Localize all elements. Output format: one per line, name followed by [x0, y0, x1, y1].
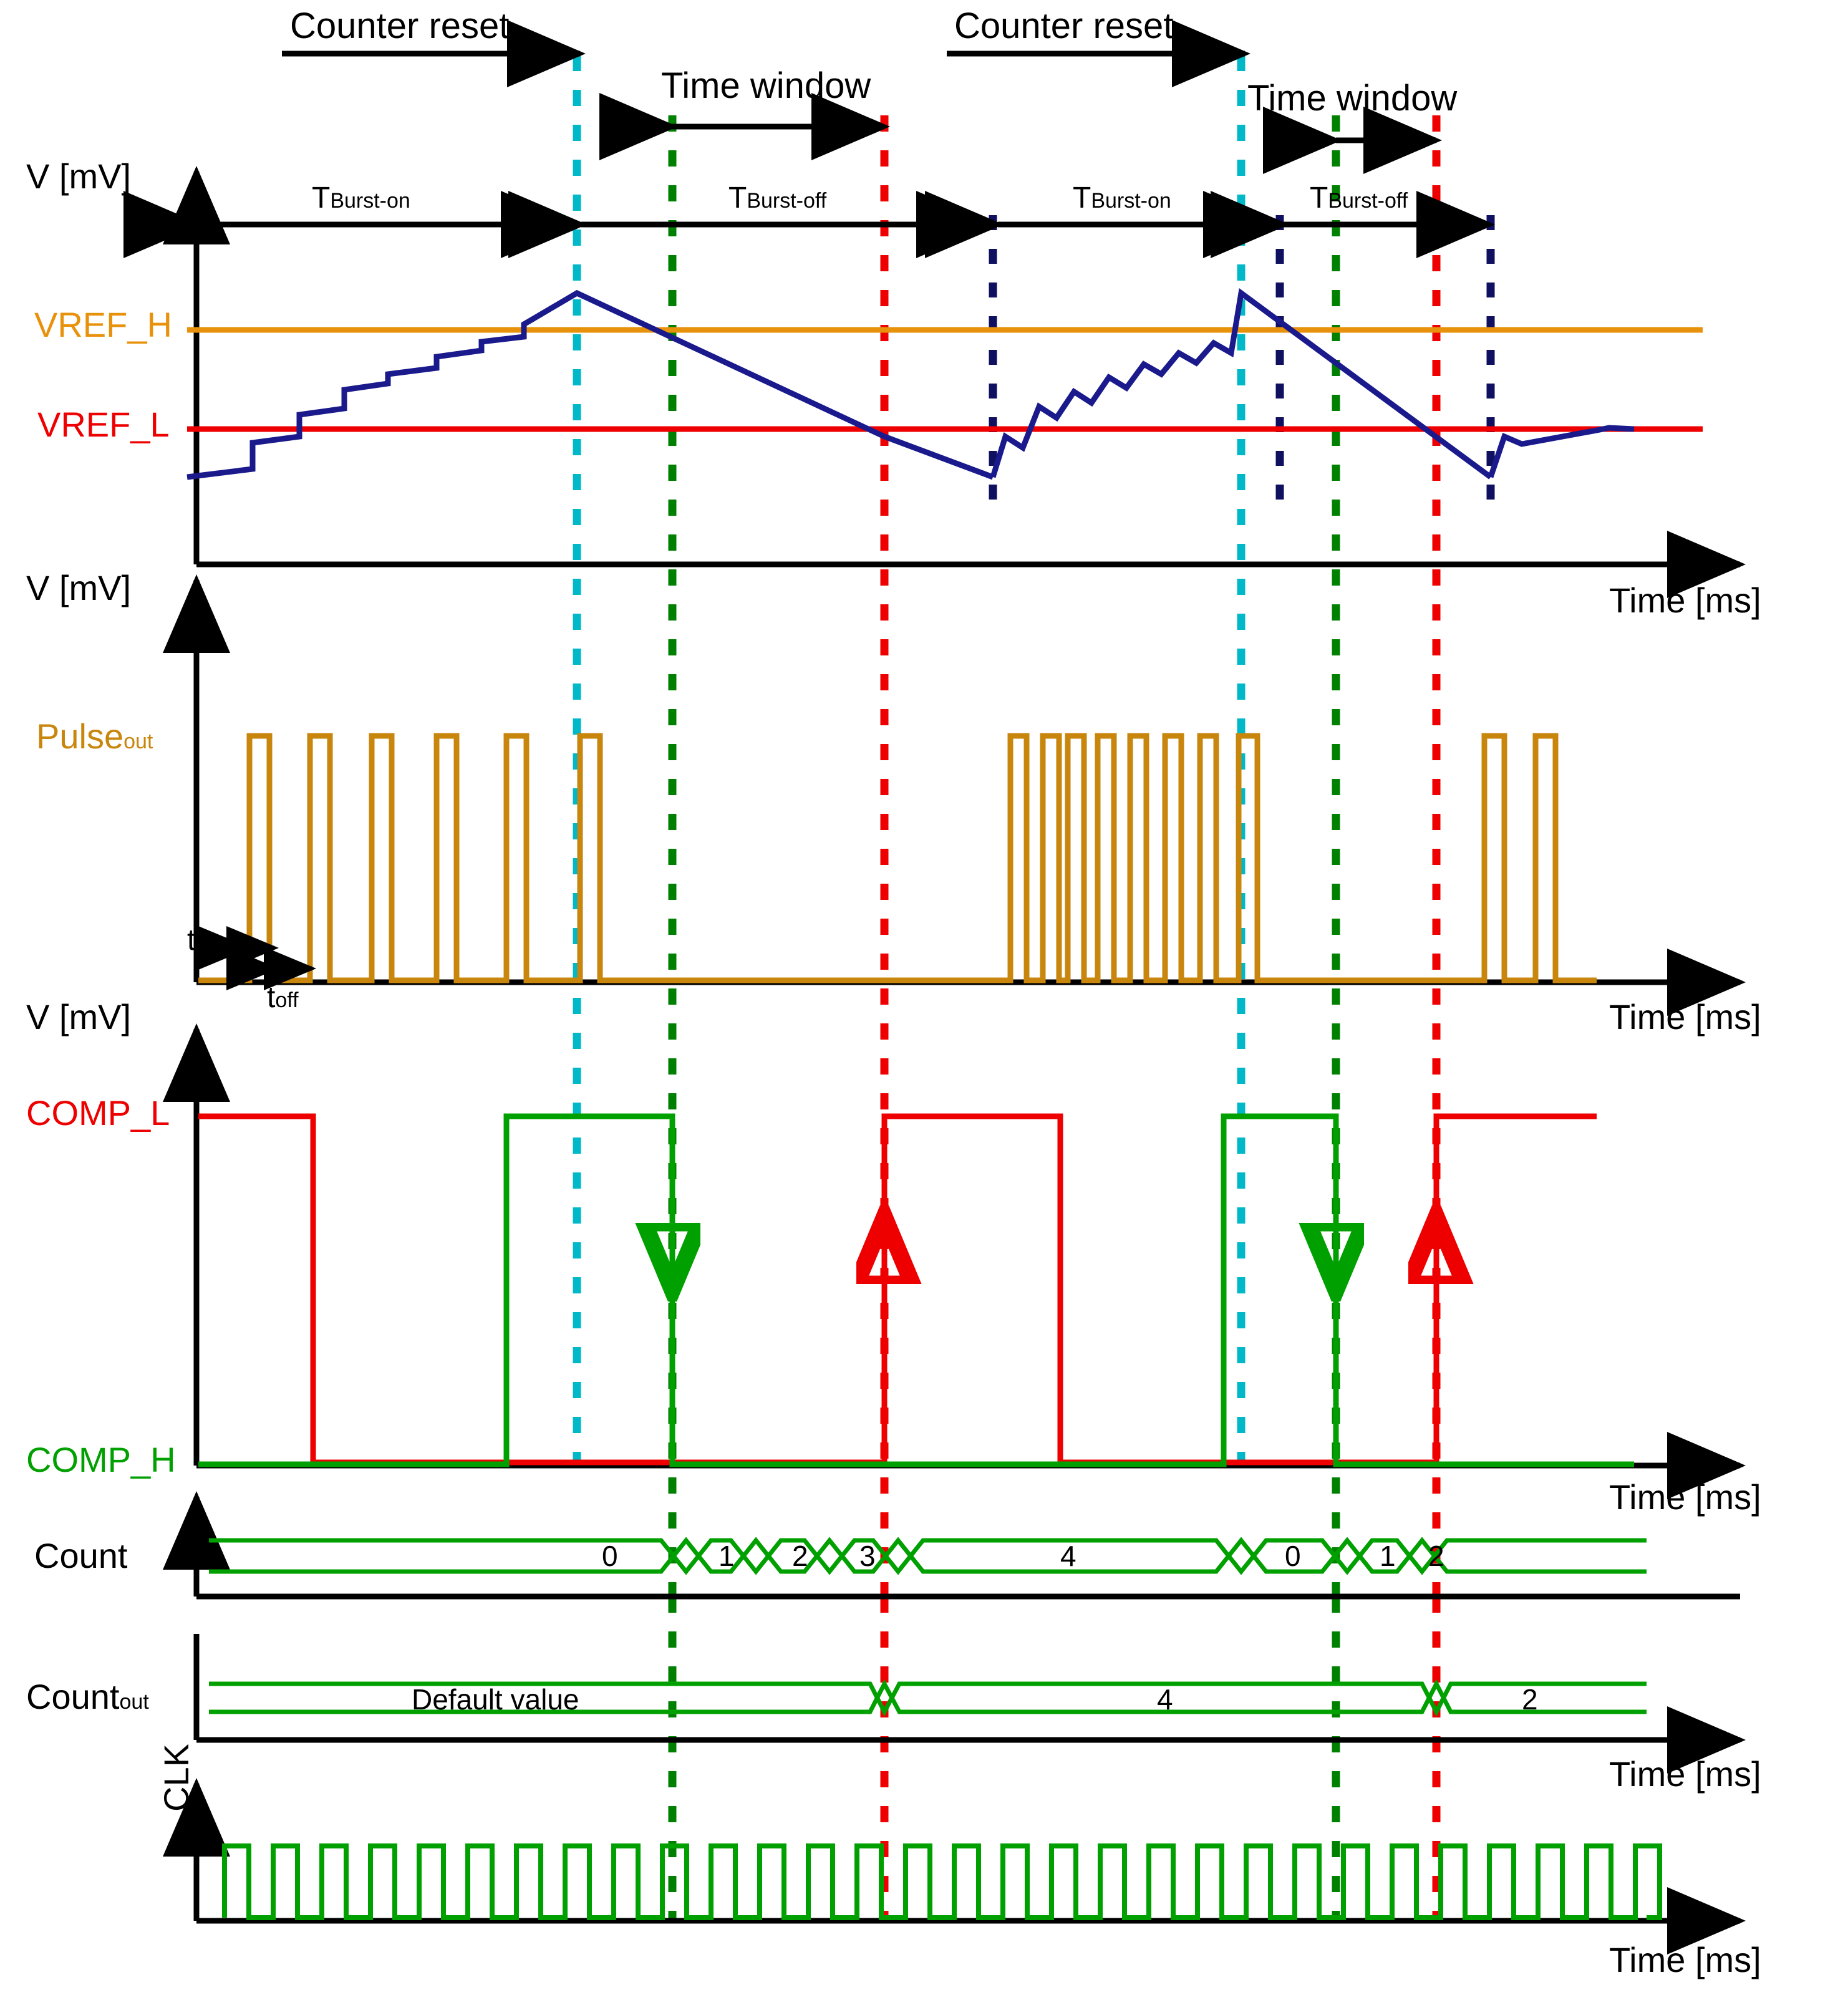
count-value-5: 0 [1285, 1540, 1301, 1572]
panel3-y-label: V [mV] [26, 997, 132, 1036]
comp-h-label: COMP_H [26, 1440, 176, 1479]
panel6-x-label: Time [ms] [1609, 1940, 1761, 1979]
counter-reset-label-1: Counter reset [290, 6, 510, 46]
count-value-6: 1 [1380, 1540, 1396, 1572]
vref-h-label: VREF_H [34, 305, 172, 344]
counter-reset-label-2: Counter reset [954, 6, 1174, 46]
t-burst-on-label-1: TBurst-on [312, 181, 410, 215]
vref-l-label: VREF_L [37, 405, 170, 444]
count-value-0: 0 [602, 1540, 618, 1572]
panel2-x-label: Time [ms] [1609, 997, 1761, 1036]
pulse-out-label: Pulseout [36, 717, 153, 756]
time-window-label-1: Time window [661, 65, 871, 106]
t-burst-off-label-2: TBurst-off [1310, 181, 1408, 215]
count-value-4: 4 [1060, 1540, 1076, 1572]
t-off-label: toff [267, 981, 299, 1014]
count-out-value-0: Default value [412, 1683, 579, 1716]
count-out-value-2: 2 [1522, 1683, 1538, 1716]
count-value-7: 2 [1428, 1540, 1444, 1572]
t-burst-on-label-2: TBurst-on [1073, 181, 1171, 215]
clk-label: CLK [157, 1744, 196, 1812]
t-on-label: ton [187, 924, 220, 957]
count-out-value-1: 4 [1157, 1683, 1173, 1716]
comp-l-label: COMP_L [26, 1093, 170, 1133]
panel5-x-label: Time [ms] [1609, 1754, 1761, 1794]
count-value-1: 1 [718, 1540, 735, 1572]
panel1-y-label: V [mV] [26, 157, 132, 196]
time-window-label-2: Time window [1247, 78, 1458, 118]
count-label: Count [34, 1536, 128, 1575]
panel2-y-label: V [mV] [26, 568, 132, 607]
count-value-3: 3 [859, 1540, 876, 1572]
count-value-2: 2 [792, 1540, 808, 1572]
count-out-label: Countout [26, 1677, 149, 1716]
panel1-x-label: Time [ms] [1609, 581, 1761, 620]
t-burst-off-label-1: TBurst-off [728, 181, 827, 215]
panel3-x-label: Time [ms] [1609, 1477, 1761, 1517]
